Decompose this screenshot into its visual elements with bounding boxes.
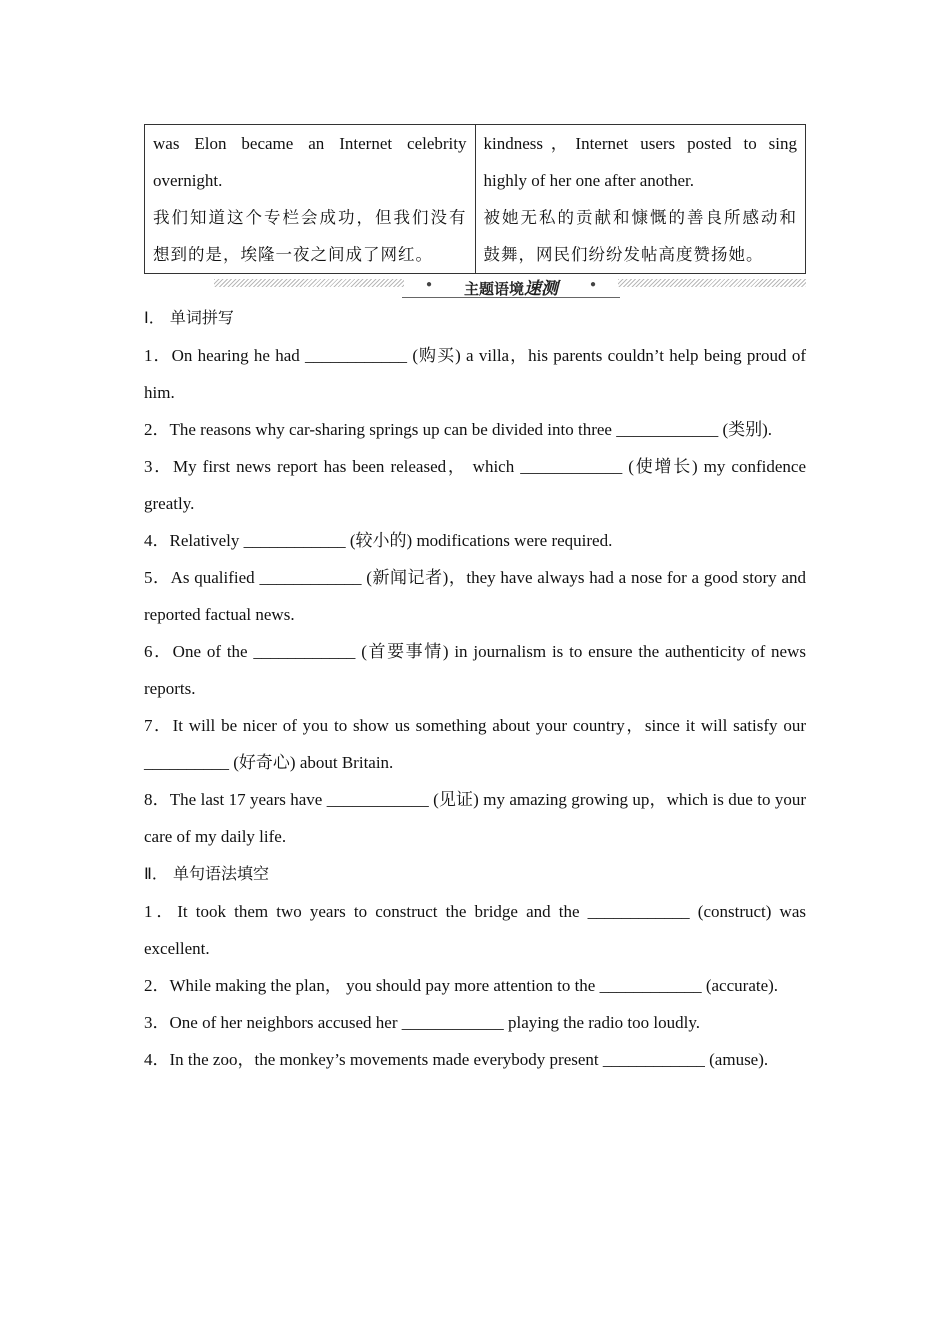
cell-english-text: was Elon became an Internet celebrity overnight. <box>153 134 467 190</box>
exercise-item: 2．The reasons why car-sharing springs up can be divided into three ____________ (类别). <box>144 420 773 439</box>
exercise-item: 4．In the zoo，the monkey’s movements made everybody present ____________ (amuse). <box>144 1050 769 1069</box>
table-cell-right <box>475 125 806 274</box>
document-page <box>144 124 806 1078</box>
exercise-item: 8．The last 17 years have ____________ (见证) my amazing growing up，which is due to your care of my daily life. <box>144 790 806 846</box>
banner-hatch-left <box>214 279 404 287</box>
section-title: 单词拼写 <box>169 308 234 327</box>
exercise-item: 1．On hearing he had ____________ (购买) a villa，his parents couldn’t help being proud of him. <box>144 346 806 402</box>
banner-hatch-right <box>618 279 806 287</box>
banner-title <box>402 274 620 299</box>
section-banner <box>144 273 806 299</box>
exercise-item: 4．Relatively ____________ (较小的) modifications were required. <box>144 531 613 550</box>
section-numeral: Ⅱ． <box>144 866 168 883</box>
exercise-item: 5．As qualified ____________ (新闻记者)，they have always had a nose for a good story and reported factual news. <box>144 568 806 624</box>
exercise-item: 3．My first news report has been released， which ____________ (使增长) my confidence greatly. <box>144 457 806 513</box>
exercise-item: 3．One of her neighbors accused her ____________ playing the radio too loudly. <box>144 1013 700 1032</box>
section-numeral: Ⅰ． <box>144 310 165 327</box>
section-heading-1 <box>144 299 806 337</box>
table-cell-left <box>145 125 476 274</box>
banner-title-a: 主题语境 <box>463 280 524 298</box>
exercise-item: 2．While making the plan， you should pay more attention to the ____________ (accurate). <box>144 976 779 995</box>
banner-dot-icon: ● <box>426 279 433 290</box>
exercise-item: 7．It will be nicer of you to show us something about your country，since it will satisfy our __________ (好奇心) about Britain. <box>144 716 806 772</box>
banner-dot-icon: ● <box>589 279 596 290</box>
section-title: 单句语法填空 <box>172 864 269 883</box>
exercise-item: 1．It took them two years to construct the bridge and the ____________ (construct) was excellent. <box>144 902 806 958</box>
cell-chinese-text: 我们知道这个专栏会成功，但我们没有想到的是，埃隆一夜之间成了网红。 <box>153 208 467 264</box>
banner-title-b: 速测 <box>524 279 558 299</box>
cell-english-text: kindness，Internet users posted to sing highly of her one after another. <box>483 134 797 190</box>
exercise-content <box>144 299 806 1078</box>
exercise-item: 6．One of the ____________ (首要事情) in journalism is to ensure the authenticity of news reports. <box>144 642 806 698</box>
banner-frame <box>402 273 620 298</box>
section-heading-2 <box>144 855 806 893</box>
context-table <box>144 124 806 274</box>
cell-chinese-text: 被她无私的贡献和慷慨的善良所感动和鼓舞，网民们纷纷发帖高度赞扬她。 <box>483 208 797 264</box>
